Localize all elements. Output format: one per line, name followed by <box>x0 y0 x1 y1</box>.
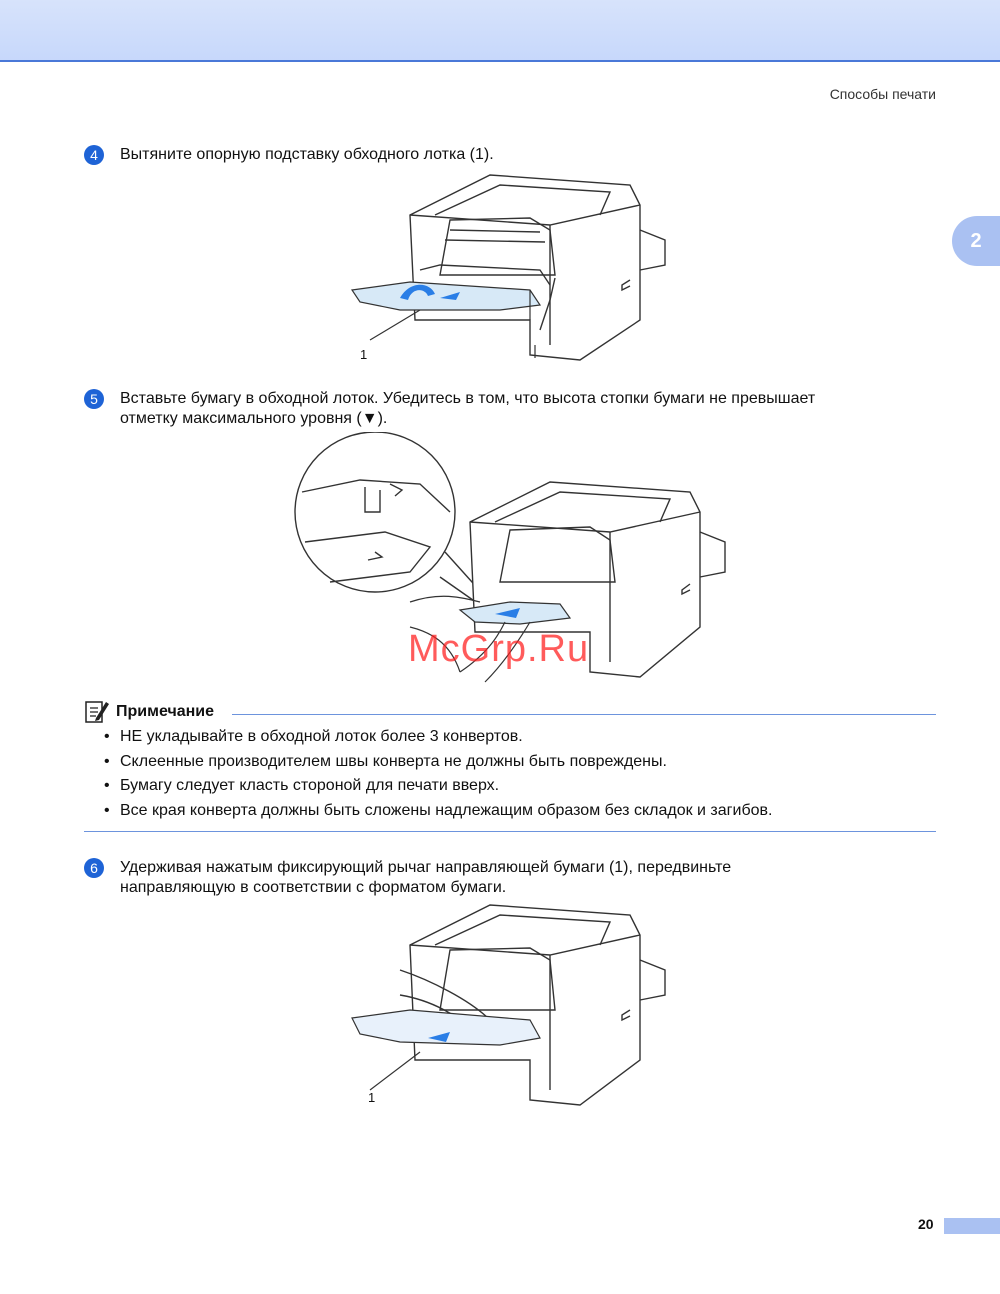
callout-1: 1 <box>360 347 368 362</box>
note-item: • Все края конверта должны быть сложены надлежащим образом без складок и загибов. <box>104 802 772 827</box>
note-header <box>84 698 936 724</box>
printer-figure-3 <box>340 900 680 1110</box>
note-title: Примечание <box>116 703 215 720</box>
note-item: • Склеенные производителем швы конверта не должны быть повреждены. <box>104 753 772 778</box>
step-4 <box>84 145 924 165</box>
step-text-line-1: Удерживая нажатым фиксирующий рычаг направляющей бумаги (1), передвиньте <box>120 859 732 876</box>
note-item: • НЕ укладывайте в обходной лоток более 3 конвертов. <box>104 728 772 753</box>
watermark: McGrp.Ru <box>408 628 590 670</box>
printer-figure-1 <box>340 170 680 370</box>
note-item: • Бумагу следует класть стороной для печати вверх. <box>104 777 772 802</box>
step-text: Вытяните опорную подставку обходного лотка (1). <box>120 146 494 163</box>
step-text-line-2: отметку максимального уровня (▼). <box>120 410 388 427</box>
step-number-badge: 5 <box>84 389 104 409</box>
step-text-line-2: направляющую в соответствии с форматом бумаги. <box>120 879 507 896</box>
running-title: Способы печати <box>829 86 936 102</box>
step-text-line-1: Вставьте бумагу в обходной лоток. Убедитесь в том, что высота стопки бумаги не превышает <box>120 390 816 407</box>
note-list <box>104 728 772 826</box>
step-number-badge: 4 <box>84 145 104 165</box>
note-rule <box>232 714 936 715</box>
step-6 <box>84 858 924 898</box>
chapter-tab[interactable]: 2 <box>952 216 1000 266</box>
step-number-badge: 6 <box>84 858 104 878</box>
note-pencil-icon <box>84 698 110 724</box>
page-number-bar <box>944 1218 1000 1234</box>
page-number: 20 <box>918 1216 934 1232</box>
note-bottom-rule <box>84 831 936 832</box>
callout-1: 1 <box>368 1090 376 1105</box>
step-5 <box>84 389 924 429</box>
header-band <box>0 0 1000 62</box>
